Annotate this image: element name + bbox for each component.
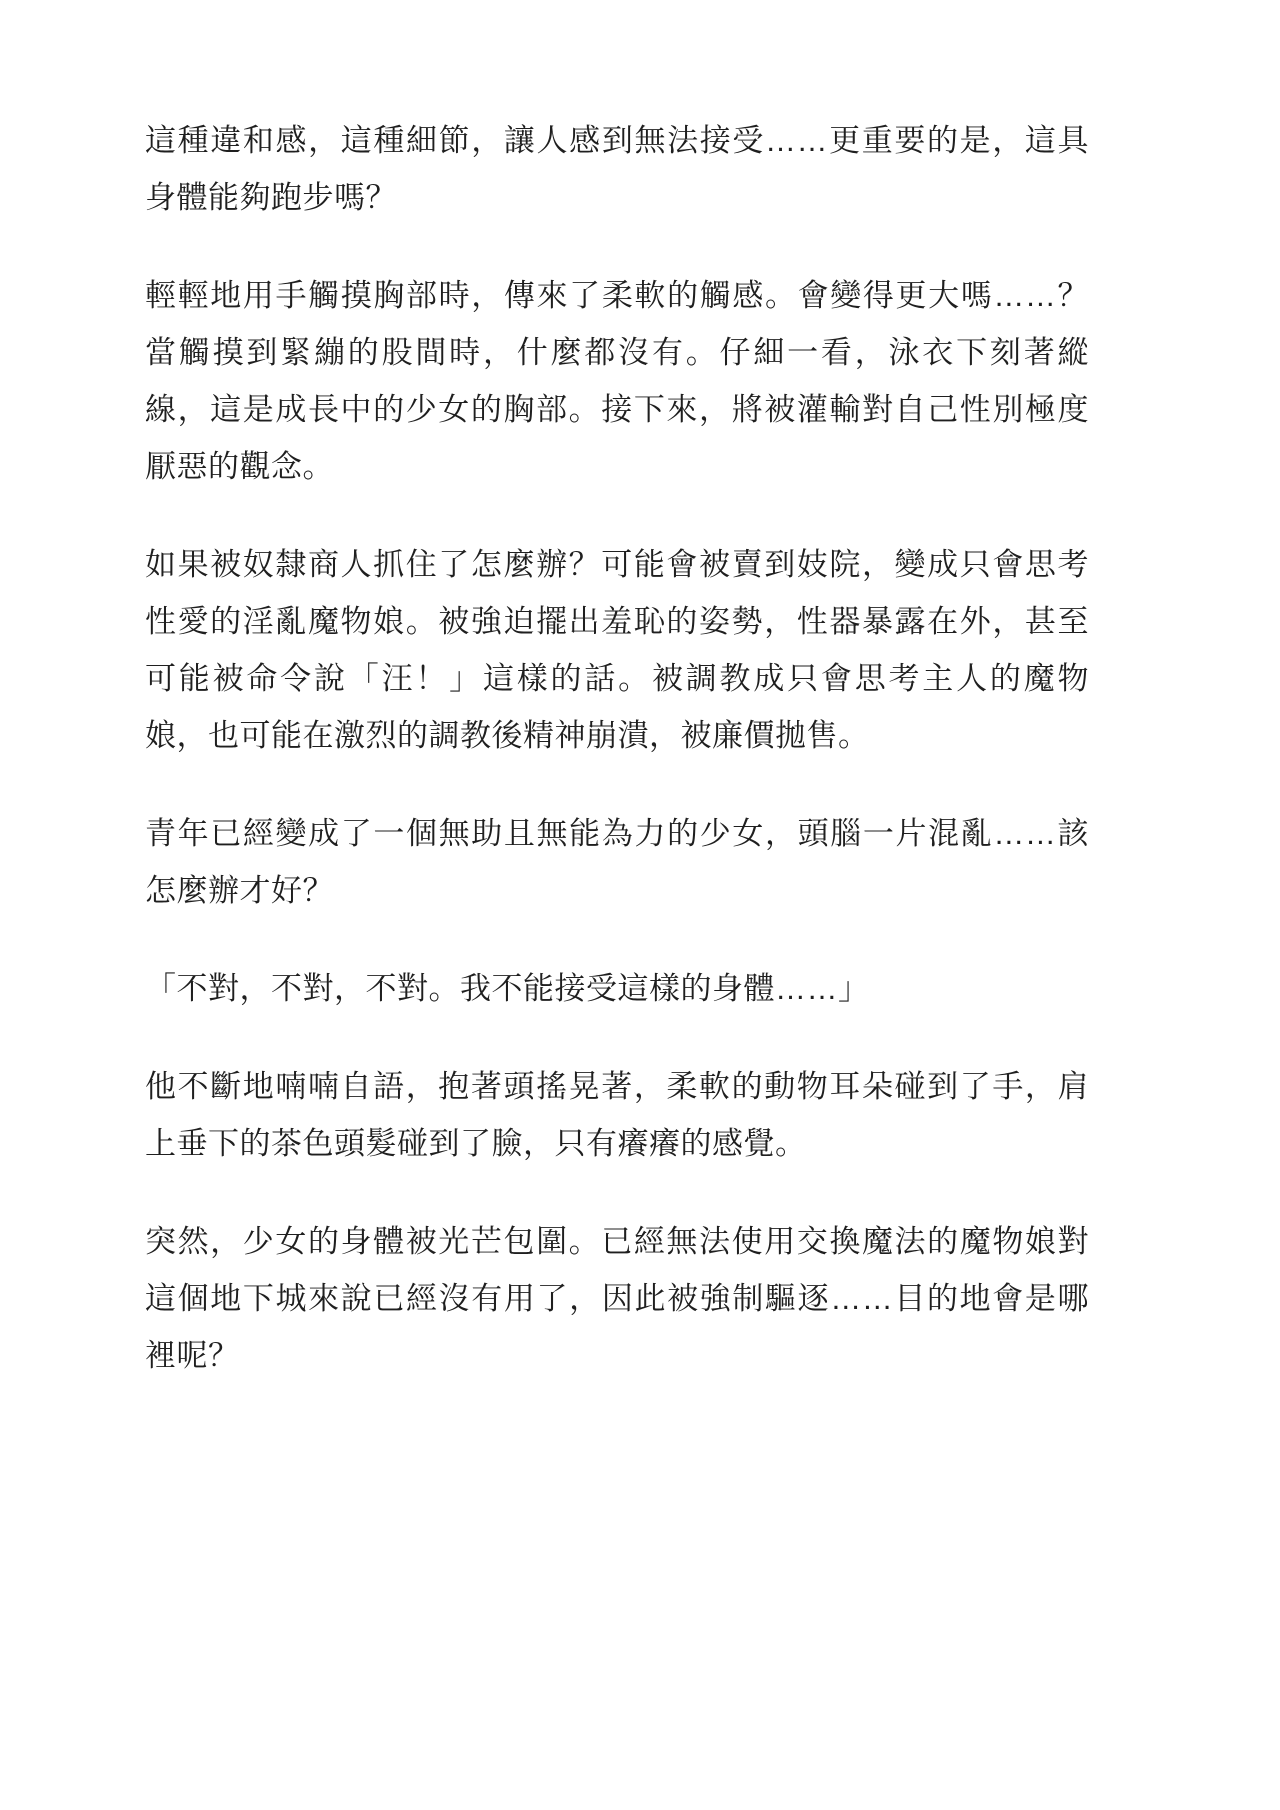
paragraph-2: 輕輕地用手觸摸胸部時，傳來了柔軟的觸感。會變得更大嗎……？當觸摸到緊繃的股間時，什麼都沒有。仔細一看，泳衣下刻著縱線，這是成長中的少女的胸部。接下來，將被灌輸對自己性別極度厭惡的觀念。 (145, 278, 1089, 484)
text-column (145, 112, 1089, 1384)
paragraph-3: 如果被奴隸商人抓住了怎麼辦？可能會被賣到妓院，變成只會思考性愛的淫亂魔物娘。被強迫擺出羞恥的姿勢，性器暴露在外，甚至可能被命令說「汪！」這樣的話。被調教成只會思考主人的魔物娘，也可能在激烈的調教後精神崩潰，被廉價拋售。 (145, 547, 1089, 753)
paragraph-1: 這種違和感，這種細節，讓人感到無法接受……更重要的是，這具身體能夠跑步嗎？ (145, 123, 1089, 215)
paragraph-4: 青年已經變成了一個無助且無能為力的少女，頭腦一片混亂……該怎麼辦才好？ (145, 816, 1089, 908)
paragraph-5: 「不對，不對，不對。我不能接受這樣的身體……」 (145, 971, 870, 1006)
paragraph-6: 他不斷地喃喃自語，抱著頭搖晃著，柔軟的動物耳朵碰到了手，肩上垂下的茶色頭髮碰到了臉，只有癢癢的感覺。 (145, 1069, 1089, 1161)
paragraph-7: 突然，少女的身體被光芒包圍。已經無法使用交換魔法的魔物娘對這個地下城來說已經沒有用了，因此被強制驅逐……目的地會是哪裡呢？ (145, 1224, 1089, 1373)
